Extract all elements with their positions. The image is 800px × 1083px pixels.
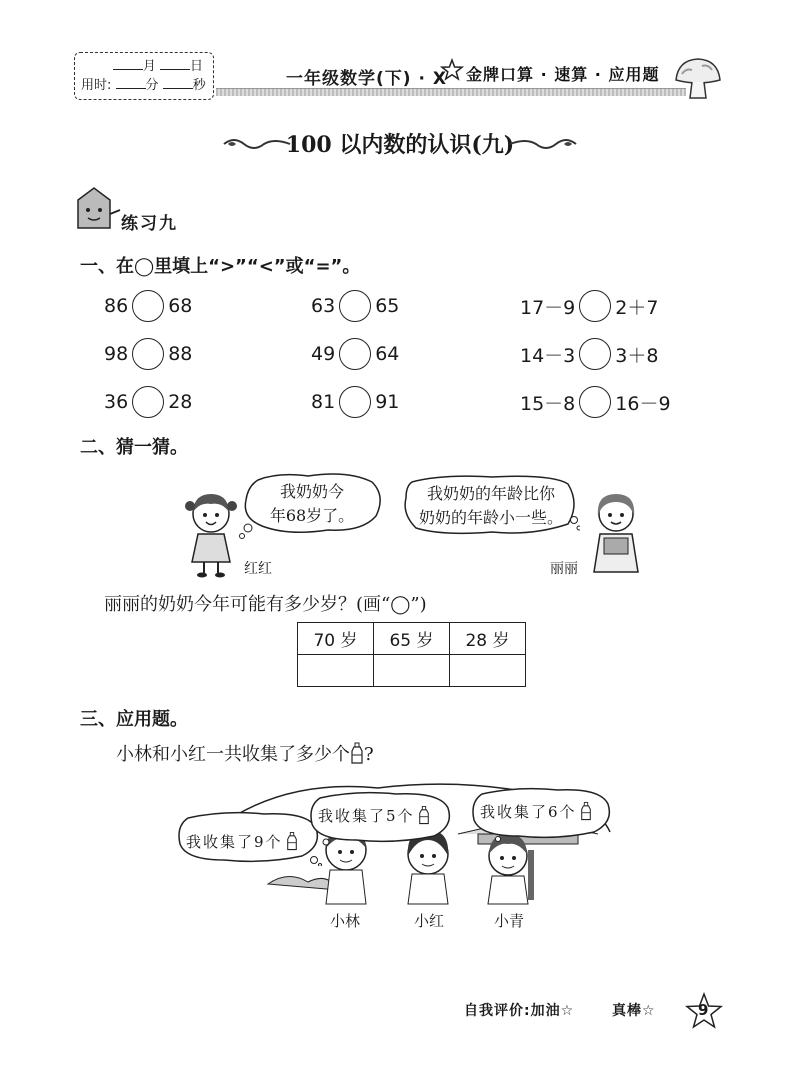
compare-left: 63 (311, 295, 336, 317)
bubble-c-text (480, 800, 592, 824)
compare-left: 14－3 (520, 344, 576, 367)
name-honghong: 红红 (244, 561, 272, 577)
name-xiaolin: 小林 (330, 912, 361, 930)
lesson-title: 100 以内数的认识(九) (285, 132, 515, 158)
compare-circle[interactable] (579, 290, 611, 322)
compare-left: 81 (311, 391, 336, 413)
compare-circle[interactable] (579, 338, 611, 370)
bubble-left-line2: 年68岁了。 (269, 506, 355, 525)
bubble-left-text (256, 480, 368, 528)
compare-item (311, 337, 399, 371)
compare-circle[interactable] (339, 290, 371, 322)
practice-label: 练习九 (121, 214, 178, 234)
bubble-c-label: 我收集了6个 (480, 803, 577, 821)
date-time-box (74, 52, 214, 100)
bottle-icon (418, 804, 430, 826)
series-title: 金牌口算 · 速算 · 应用题 (466, 65, 660, 84)
bottle-icon (350, 742, 364, 764)
right-flourish-icon (508, 134, 578, 154)
compare-right: 88 (168, 343, 193, 365)
section3-question-end: ? (364, 744, 374, 765)
age-options-table (297, 622, 526, 687)
minute-blank[interactable] (116, 76, 146, 89)
month-blank[interactable] (113, 57, 143, 70)
compare-right: 68 (168, 295, 193, 317)
girl-honghong-illustration (178, 486, 244, 578)
compare-item (520, 289, 658, 323)
book-title: 一年级数学(下) · X (286, 69, 447, 89)
compare-item (104, 337, 192, 371)
answer-cell[interactable] (298, 655, 374, 687)
compare-item (520, 385, 671, 419)
header-band (216, 62, 686, 100)
page-number: 9 (698, 1001, 709, 1019)
section1-title: 一、在◯里填上“>”“<”或“=”。 (80, 256, 361, 277)
bubble-right-line2: 奶奶的年龄小一些。 (418, 508, 563, 527)
compare-left: 36 (104, 391, 129, 413)
mushroom-icon (672, 56, 724, 102)
bottle-icon (580, 800, 592, 822)
compare-item (104, 385, 192, 419)
page-number-badge (684, 992, 724, 1036)
answer-cell[interactable] (450, 655, 526, 687)
section2-question: 丽丽的奶奶今年可能有多少岁？(画“◯”) (104, 594, 427, 615)
section3-question-text: 小林和小红一共收集了多少个 (116, 744, 350, 765)
compare-right: 28 (168, 391, 193, 413)
girl-lili-illustration (586, 488, 646, 574)
compare-right: 64 (375, 343, 400, 365)
compare-left: 49 (311, 343, 336, 365)
bottle-icon (286, 830, 298, 852)
name-xiaohong: 小红 (414, 912, 445, 930)
pencil-mascot-icon (72, 186, 122, 232)
compare-circle[interactable] (132, 386, 164, 418)
compare-circle[interactable] (579, 386, 611, 418)
minute-label: 分 (145, 78, 159, 93)
bubble-left-line1: 我奶奶今 (279, 482, 344, 501)
compare-left: 98 (104, 343, 129, 365)
bubble-a-text (186, 830, 298, 854)
compare-right: 3＋8 (615, 344, 659, 367)
month-label: 月 (142, 59, 156, 74)
age-option: 28 岁 (450, 623, 526, 655)
section2-title: 二、猜一猜。 (80, 437, 188, 458)
compare-item (520, 337, 658, 371)
day-blank[interactable] (160, 57, 190, 70)
section3-title: 三、应用题。 (80, 709, 188, 730)
compare-left: 17－9 (520, 296, 576, 319)
time-label: 用时: (81, 78, 112, 93)
bubble-right-line1: 我奶奶的年龄比你 (426, 484, 555, 503)
age-option: 70 岁 (298, 623, 374, 655)
compare-item (311, 385, 399, 419)
compare-circle[interactable] (339, 386, 371, 418)
header-stripe (216, 88, 686, 96)
compare-right: 2＋7 (615, 296, 659, 319)
compare-item (104, 289, 192, 323)
bubble-b-label: 我收集了5个 (318, 807, 415, 825)
name-xiaoqing: 小青 (494, 912, 525, 930)
answer-cell[interactable] (374, 655, 450, 687)
second-label: 秒 (192, 78, 206, 93)
compare-circle[interactable] (132, 338, 164, 370)
star-icon (440, 58, 464, 82)
compare-left: 86 (104, 295, 129, 317)
compare-item (311, 289, 399, 323)
bubble-b-text (318, 804, 430, 828)
compare-right: 16－9 (615, 392, 671, 415)
compare-left: 15－8 (520, 392, 576, 415)
age-option: 65 岁 (374, 623, 450, 655)
day-label: 日 (189, 59, 203, 74)
bubble-right-text (410, 482, 572, 530)
second-blank[interactable] (163, 76, 193, 89)
bubble-a-label: 我收集了9个 (186, 833, 283, 851)
self-evaluation: 自我评价:加油☆ (464, 1003, 575, 1019)
compare-right: 65 (375, 295, 400, 317)
compare-right: 91 (375, 391, 400, 413)
compare-circle[interactable] (339, 338, 371, 370)
section3-question (116, 740, 374, 766)
great-rating: 真棒☆ (612, 1003, 656, 1019)
compare-circle[interactable] (132, 290, 164, 322)
name-lili: 丽丽 (550, 561, 578, 577)
